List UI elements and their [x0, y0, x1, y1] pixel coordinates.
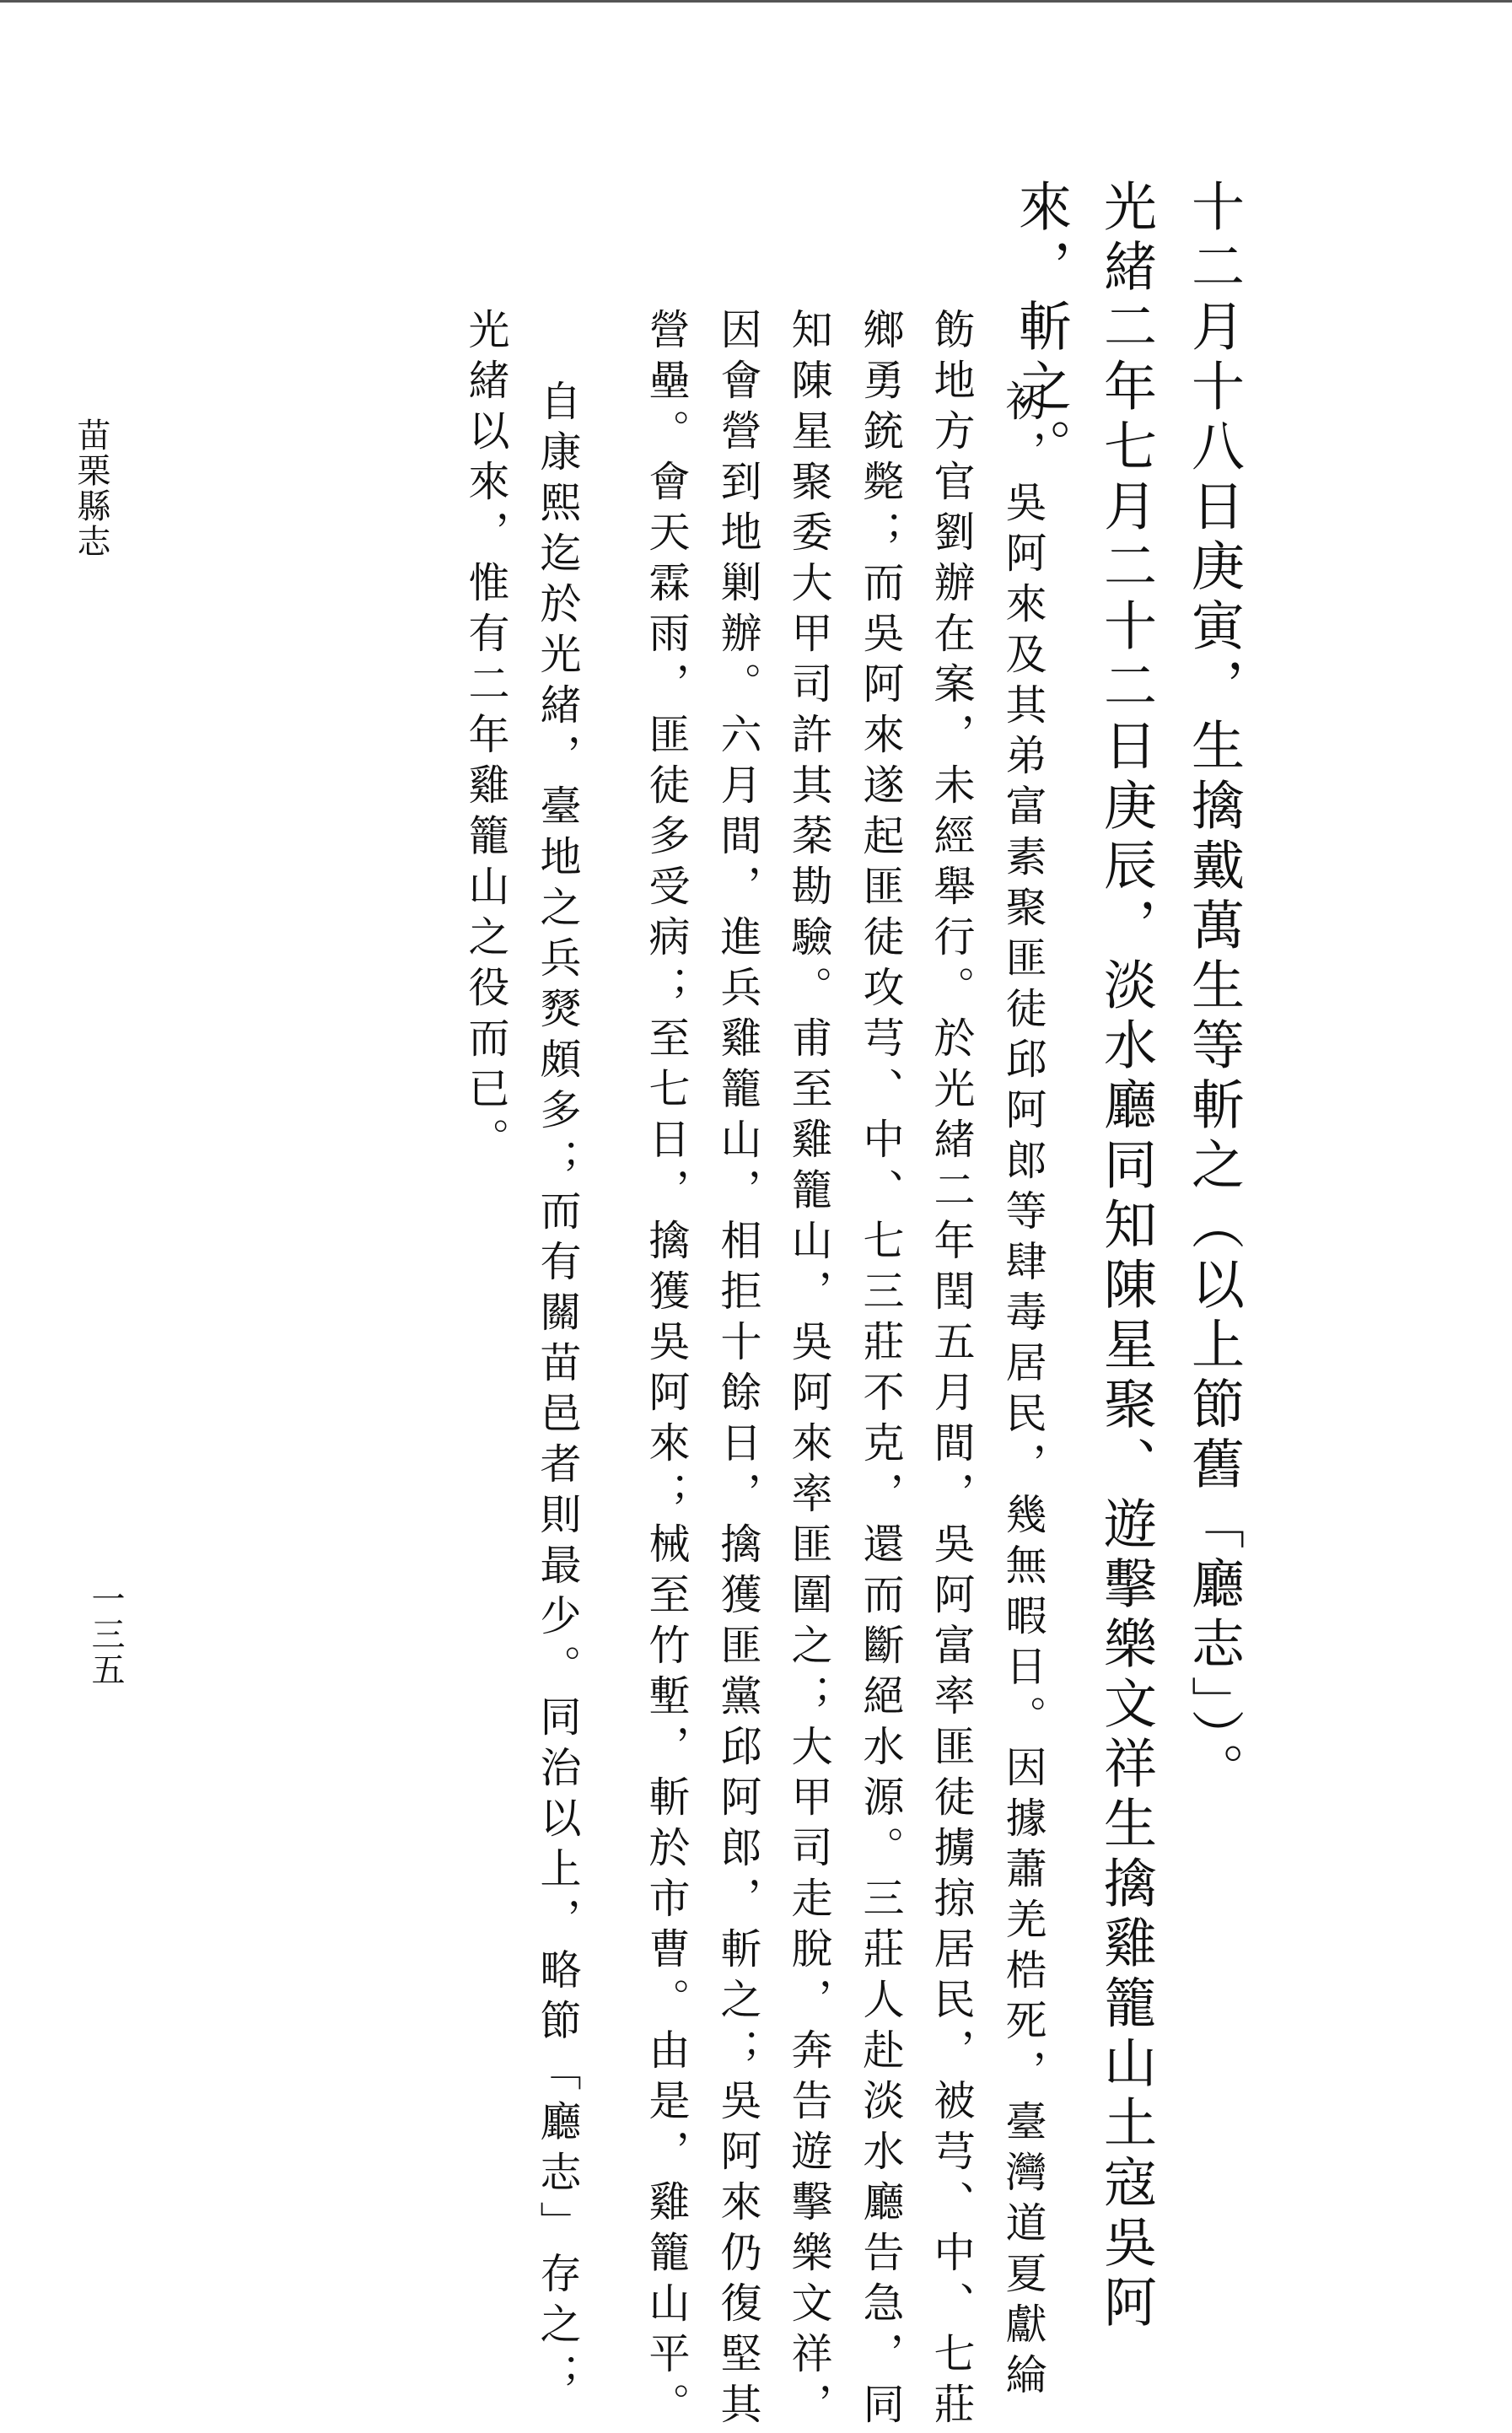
summary-line: 自康熙迄於光緒，臺地之兵燹頗多；而有關苗邑者則最少。同治以上，略節「廳志」存之；: [534, 379, 582, 2403]
entry-line: 來，斬之。: [1010, 179, 1072, 478]
page-number: 一三五: [86, 1581, 125, 1687]
entry-line: 光緒二年七月二十二日庚辰，淡水廳同知陳星聚、遊擊樂文祥生擒雞籠山土寇吳阿: [1095, 179, 1157, 2334]
summary-line: 光緒以來，惟有二年雞籠山之役而已。: [462, 308, 510, 1168]
note-line: 初，吳阿來及其弟富素聚匪徒邱阿郎等肆毒居民，幾無暇日。因據蕭羌梏死，臺灣道夏獻綸: [999, 379, 1047, 2403]
note-line: 鄉勇銃斃；而吳阿來遂起匪徒攻芎、中、七三莊不克，還而斷絕水源。三莊人赴淡水廳告急，同: [857, 308, 905, 2433]
note-line: 因會營到地剿辦。六月間，進兵雞籠山，相拒十餘日，擒獲匪黨邱阿郎，斬之；吳阿來仍復堅其: [714, 308, 762, 2433]
entry-line: 十二月十八日庚寅，生擒戴萬生等斬之（以上節舊「廳志」）。: [1183, 179, 1245, 1802]
note-line: 飭地方官劉辦在案，未經舉行。於光緒二年閏五月間，吳阿富率匪徒擄掠居民，被芎、中、七莊: [928, 308, 976, 2433]
top-rule: [0, 0, 1512, 3]
running-title: 苗栗縣志: [72, 417, 110, 559]
note-line: 營壘。會天霖雨，匪徒多受病；至七日，擒獲吳阿來；械至竹塹，斬於市曹。由是，雞籠山平。: [643, 308, 691, 2433]
note-line: 知陳星聚委大甲司許其棻勘驗。甫至雞籠山，吳阿來率匪圍之；大甲司走脫，奔告遊擊樂文祥，: [785, 308, 833, 2433]
